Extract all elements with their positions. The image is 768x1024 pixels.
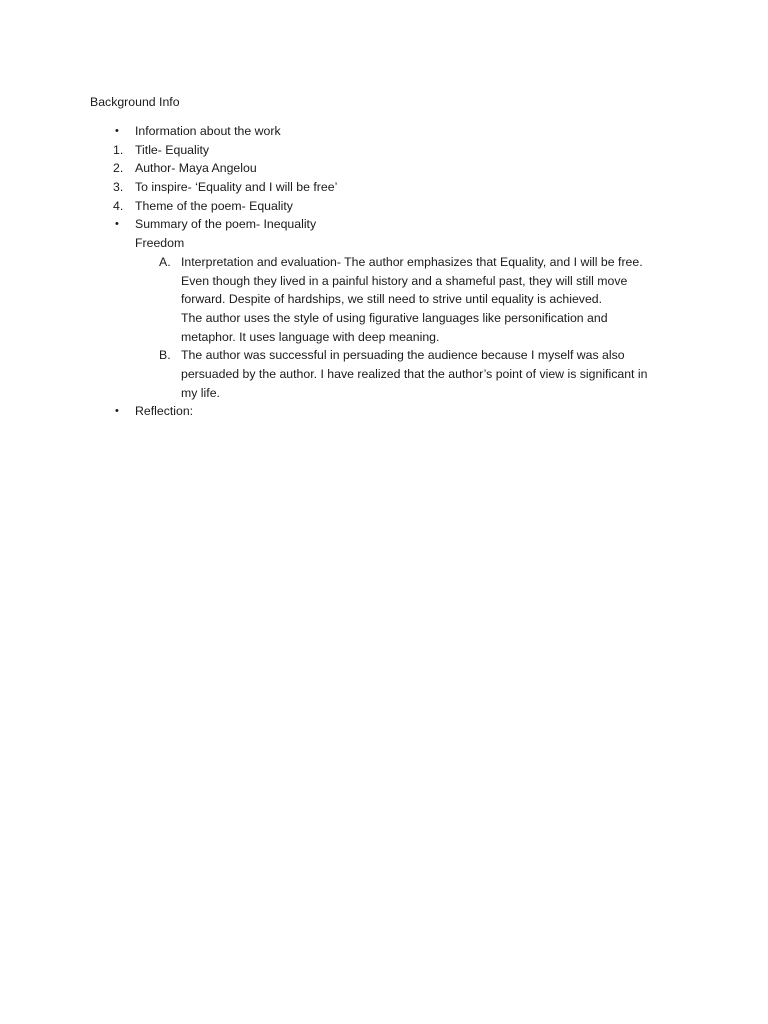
sub-item-b-line: The author was successful in persuading the audience because I myself was also	[181, 348, 625, 363]
item-reflection: Reflection:	[135, 404, 194, 419]
list-item	[0, 402, 768, 421]
list-item	[0, 122, 768, 141]
item-title: Title- Equality	[135, 142, 210, 157]
sub-item-a-continuation	[0, 290, 768, 309]
letter-marker: B.	[159, 348, 171, 363]
sub-item-a-line: forward. Despite of hardships, we still need to strive until equality is achieved.	[181, 292, 603, 307]
list-item-continuation	[0, 234, 768, 253]
outline-list	[0, 122, 768, 421]
sub-item-a-line: metaphor. It uses language with deep meaning.	[181, 329, 440, 344]
bullet-marker: •	[115, 405, 119, 418]
item-freedom: Freedom	[135, 236, 185, 251]
sub-item-b-continuation	[0, 384, 768, 403]
sub-item-a	[0, 253, 768, 272]
sub-item-a-continuation	[0, 328, 768, 347]
sub-item-b-line: persuaded by the author. I have realized that the author’s point of view is significant in	[181, 366, 648, 381]
page-heading: Background Info	[90, 95, 180, 109]
bullet-marker: •	[115, 218, 119, 231]
sub-item-a-line: Interpretation and evaluation- The author emphasizes that Equality, and I will be free.	[181, 254, 643, 269]
list-item	[0, 197, 768, 216]
item-information: Information about the work	[135, 124, 281, 138]
sub-item-a-line: The author uses the style of using figurative languages like personification and	[181, 310, 608, 325]
item-inspire: To inspire- ‘Equality and I will be free’	[135, 180, 338, 195]
item-author: Author- Maya Angelou	[135, 161, 257, 176]
sub-item-a-continuation	[0, 272, 768, 291]
sub-item-a-continuation	[0, 309, 768, 328]
list-item	[0, 159, 768, 178]
sub-item-b	[0, 346, 768, 365]
number-marker: 2.	[113, 161, 124, 176]
item-summary: Summary of the poem- Inequality	[135, 217, 317, 232]
number-marker: 1.	[113, 142, 124, 157]
list-item	[0, 141, 768, 160]
sub-item-b-line: my life.	[181, 385, 220, 400]
list-item	[0, 215, 768, 234]
item-theme: Theme of the poem- Equality	[135, 198, 293, 213]
letter-marker: A.	[159, 254, 171, 269]
number-marker: 4.	[113, 198, 124, 213]
bullet-marker: •	[115, 125, 119, 137]
number-marker: 3.	[113, 180, 124, 195]
sub-item-a-line: Even though they lived in a painful history and a shameful past, they will still move	[181, 273, 628, 288]
list-item	[0, 178, 768, 197]
sub-item-b-continuation	[0, 365, 768, 384]
